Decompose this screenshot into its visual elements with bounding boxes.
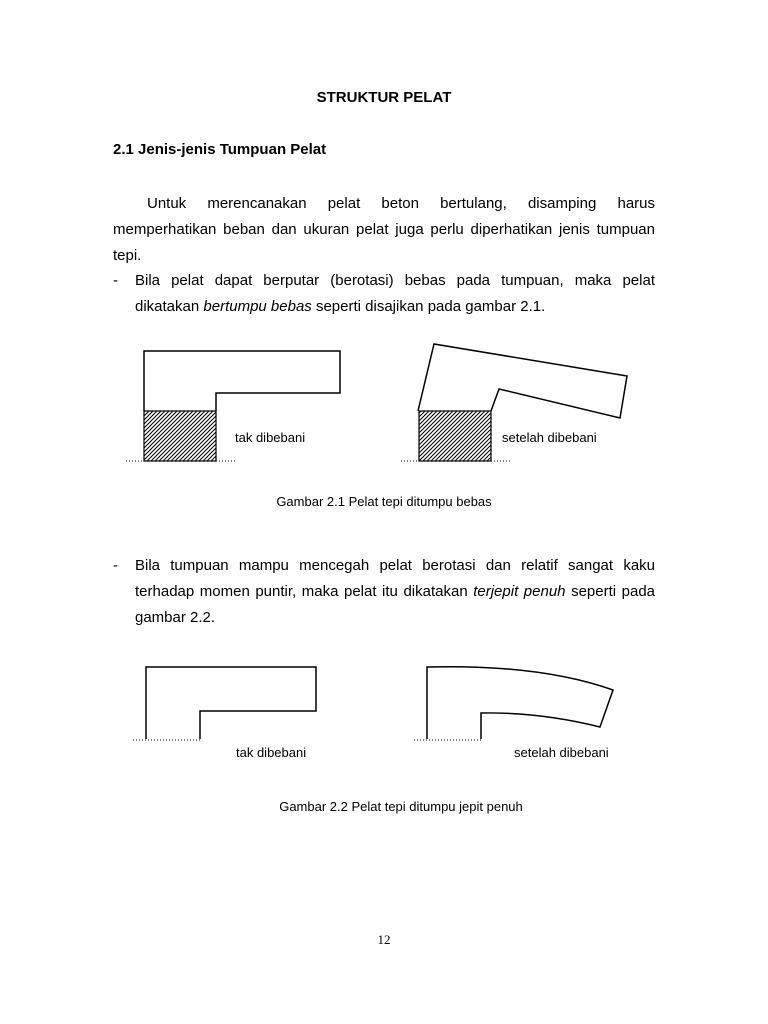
- page-title: STRUKTUR PELAT: [316, 89, 452, 106]
- fig1-left-diagram: [126, 351, 340, 461]
- fig1-label-loaded: setelah dibebani: [502, 430, 597, 445]
- page-number: 12: [377, 932, 391, 947]
- bullet-dash: -: [113, 272, 118, 289]
- fig2-label-unloaded: tak dibebani: [236, 745, 307, 760]
- bullet-text-part: Bila tumpuan mampu mencegah pelat berotasi dan relatif sangat kaku terhadap momen puntir, maka pelat itu dikatakan: [135, 557, 655, 600]
- bullet-text-part: Bila pelat dapat berputar (berotasi) bebas pada tumpuan, maka pelat dikatakan: [135, 272, 655, 315]
- fig2-left-diagram: [133, 667, 316, 740]
- fig2-label-loaded: setelah dibebani: [514, 745, 609, 760]
- bullet-italic-term: terjepit penuh: [473, 583, 566, 600]
- fig2-caption: Gambar 2.2 Pelat tepi ditumpu jepit penuh: [279, 799, 523, 814]
- bullet-text-part: seperti disajikan pada gambar 2.1.: [311, 298, 546, 315]
- bullet-dash: -: [113, 557, 118, 574]
- fig1-caption: Gambar 2.1 Pelat tepi ditumpu bebas: [276, 494, 492, 509]
- bullet-text: [135, 553, 655, 631]
- bullet-italic-term: bertumpu bebas: [203, 298, 312, 315]
- section-heading: 2.1 Jenis-jenis Tumpuan Pelat: [113, 141, 327, 158]
- fig1-label-unloaded: tak dibebani: [235, 430, 306, 445]
- fig2-right-diagram: [414, 667, 613, 740]
- bullet-text-part: seperti pada gambar 2.2.: [135, 583, 656, 626]
- intro-text: Untuk merencanakan pelat beton bertulang, disamping harus memperhatikan beban dan ukuran pelat juga perlu diperhatikan jenis tumpuan tepi.: [113, 195, 655, 264]
